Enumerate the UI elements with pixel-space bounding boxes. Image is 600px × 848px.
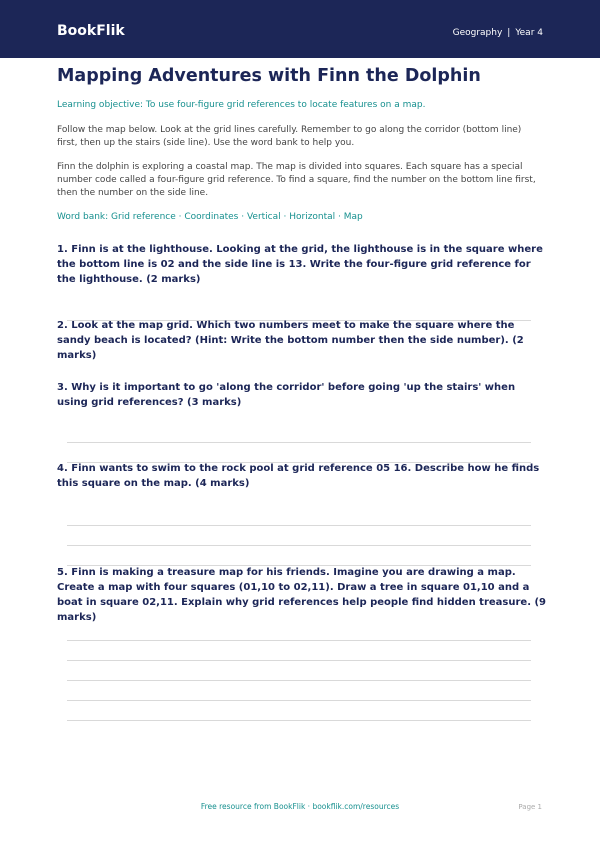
answer-line-4b[interactable] bbox=[67, 545, 531, 546]
meta-separator: | bbox=[507, 28, 511, 38]
page-title: Mapping Adventures with Finn the Dolphin bbox=[57, 66, 481, 86]
question-3: 3. Why is it important to go 'along the corridor' before going 'up the stairs' when using grid references? (3 marks) bbox=[57, 382, 516, 408]
intro-paragraph: Finn the dolphin is exploring a coastal map. The map is divided into squares. Each square has a special number code called a four-figure grid reference. To find a square, find the number on the bottom line first, then the number on the side line. bbox=[57, 162, 536, 198]
subject-year bbox=[453, 28, 543, 38]
question-1: 1. Finn is at the lighthouse. Looking at the grid, the lighthouse is in the square where the bottom line is 02 and the side line is 13. Write the four-figure grid reference for the lighthouse. (2 marks) bbox=[57, 244, 543, 285]
answer-line-5a[interactable] bbox=[67, 640, 531, 641]
header-bar bbox=[0, 0, 600, 58]
answer-line-5d[interactable] bbox=[67, 700, 531, 701]
subject-label: Geography bbox=[452, 28, 503, 38]
year-label: Year 4 bbox=[515, 28, 543, 38]
answer-line-3[interactable] bbox=[67, 442, 531, 443]
question-2: 2. Look at the map grid. Which two numbers meet to make the square where the sandy beach is located? (Hint: Write the bottom number then the side number). (2 marks) bbox=[57, 320, 524, 361]
answer-line-5e[interactable] bbox=[67, 720, 531, 721]
brand-logo[interactable]: BookFlik bbox=[57, 23, 125, 39]
page-number: Page 1 bbox=[518, 803, 542, 811]
answer-line-5b[interactable] bbox=[67, 660, 531, 661]
answer-line-4a[interactable] bbox=[67, 525, 531, 526]
question-5: 5. Finn is making a treasure map for his friends. Imagine you are drawing a map. Create a map with four squares (01,10 to 02,11). Draw a tree in square 01,10 and a boat in square 02,11. Explain why grid references help people find hidden treasure. (9 marks) bbox=[57, 567, 547, 623]
question-4: 4. Finn wants to swim to the rock pool at grid reference 05 16. Describe how he finds this square on the map. (4 marks) bbox=[57, 463, 540, 489]
word-bank: Word bank: Grid reference · Coordinates · Vertical · Horizontal · Map bbox=[57, 212, 363, 222]
footer-link[interactable]: Free resource from BookFlik · bookflik.com/resources bbox=[200, 802, 400, 811]
instructions-paragraph: Follow the map below. Look at the grid lines carefully. Remember to go along the corridor (bottom line) first, then up the stairs (side line). Use the word bank to help you. bbox=[57, 125, 522, 148]
answer-line-5c[interactable] bbox=[67, 680, 531, 681]
learning-objective: Learning objective: To use four-figure grid references to locate features on a map. bbox=[57, 100, 426, 110]
